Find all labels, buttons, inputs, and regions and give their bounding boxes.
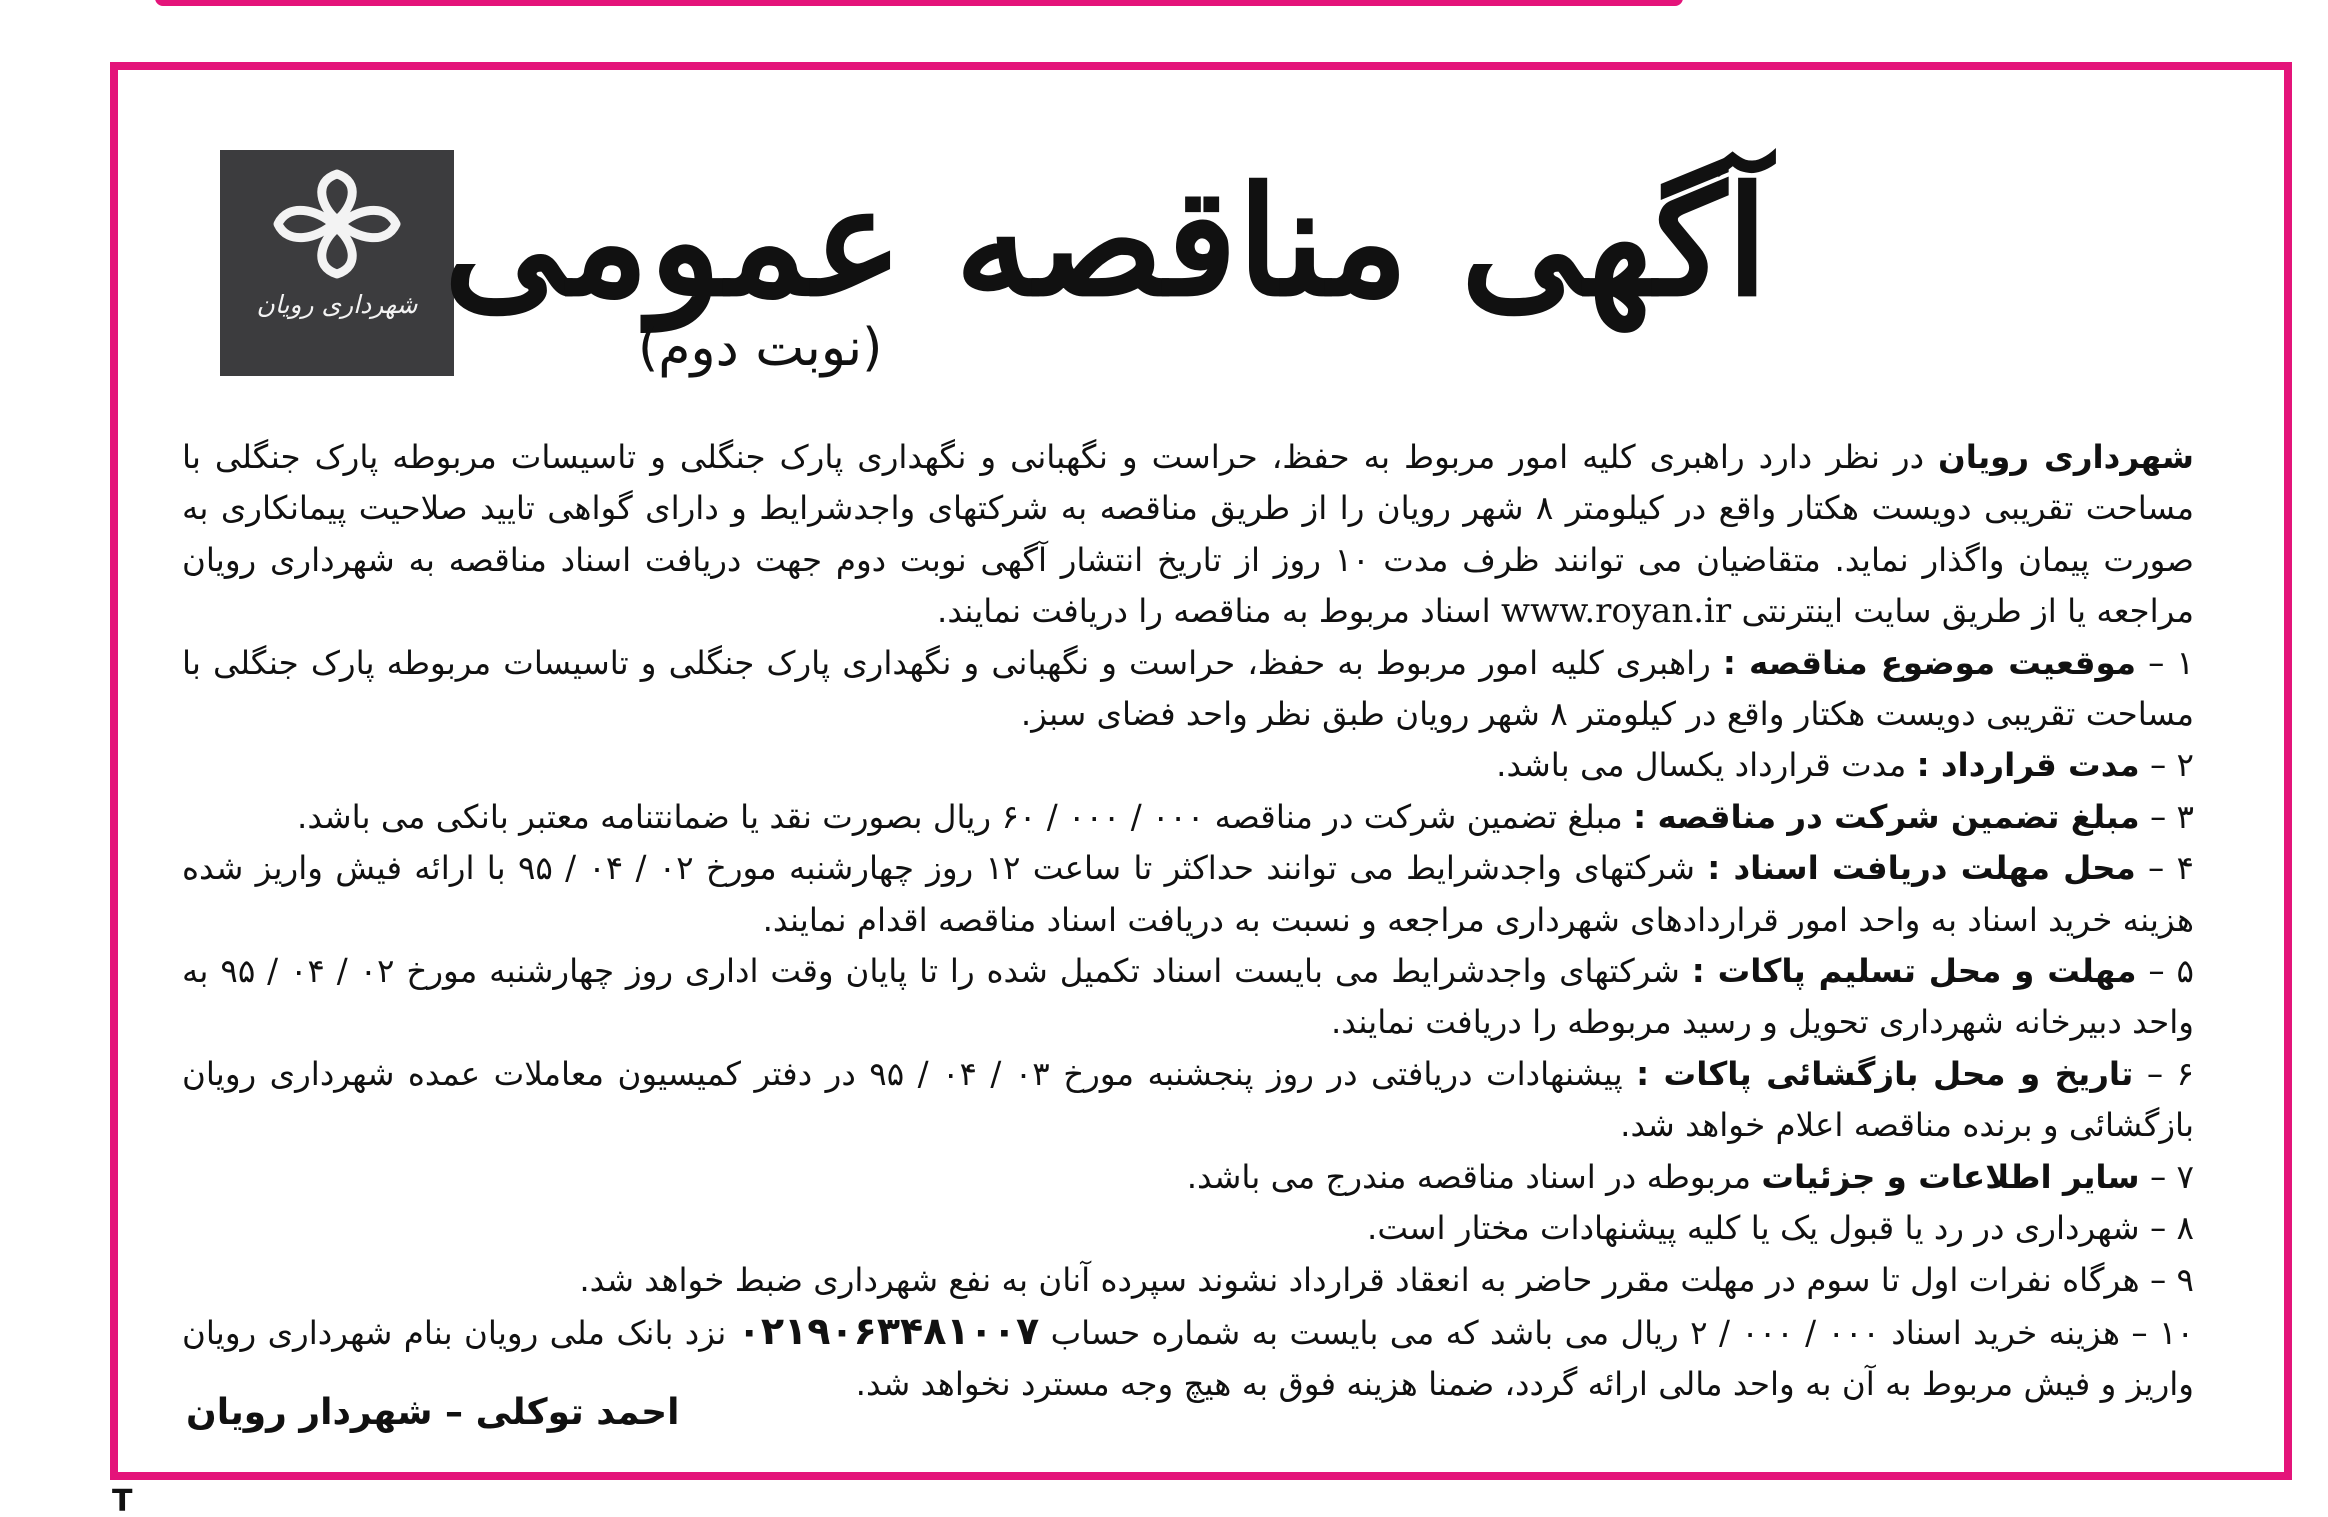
intro-text-3: اسناد مربوط به مناقصه را دریافت نمایند. <box>937 592 1502 631</box>
intro-text-2: روز از تاریخ انتشار آگهی نوبت دوم جهت دریافت اسناد مناقصه به شهرداری رویان مراجعه یا از طریق سایت اینترنتی <box>182 540 2194 631</box>
item-text: نزد بانک ملی رویان بنام شهرداری رویان واریز و فیش مربوط به آن به واحد مالی ارائه گردد، ضمنا هزینه فوق به هیچ وجه مسترد نخواهد شد. <box>182 1313 2194 1404</box>
item-text: در دفتر کمیسیون معاملات عمده شهرداری رویان بازگشائی و برنده مناقصه اعلام خواهد شد. <box>182 1054 2194 1145</box>
opening-date: ۹۵ / ۰۴ / ۰۳ <box>869 1054 1050 1093</box>
list-item <box>182 1255 2194 1306</box>
list-item <box>182 792 2194 843</box>
item-number: ۴ – <box>2148 849 2194 888</box>
item-number: ۵ – <box>2148 952 2194 991</box>
item-text: شهرداری در رد یا قبول یک یا کلیه پیشنهادات مختار است. <box>1367 1209 2140 1248</box>
deadline-date: ۹۵ / ۰۴ / ۰۲ <box>517 849 694 888</box>
item-text: به واحد دبیرخانه شهرداری تحویل و رسید مربوطه را دریافت نمایند. <box>182 952 2194 1042</box>
item-text: ریال بصورت نقد یا ضمانتنامه معتبر بانکی می باشد. <box>297 797 1002 836</box>
item-number: ۸ – <box>2149 1209 2194 1248</box>
item-title: مهلت و محل تسلیم پاکات : <box>1691 952 2137 991</box>
item-title: مدت قرارداد : <box>1916 746 2140 785</box>
item-text: پیشنهادات دریافتی در روز پنجشنبه مورخ <box>1049 1054 1637 1093</box>
list-item <box>182 946 2194 1049</box>
logo-text: شهرداری رویان <box>256 290 418 319</box>
item-text: مبلغ تضمین شرکت در مناقصه <box>1204 797 1634 836</box>
intro-text-1: در نظر دارد راهبری کلیه امور مربوط به حفظ، حراست و نگهبانی و نگهداری پارک جنگلی و تاسیسات مربوطه پارک جنگلی با مساحت تقریبی دویست هکتار واقع در کیلومتر ۸ شهر رویان را از طریق مناقصه به شرکتهای واجدشرایط و دارای گواهی تایید صلاحیت پیمانکاری به صورت پیمان واگذار نماید. متقاضیان می توانند ظرف مدت <box>182 438 2195 579</box>
list-item <box>182 638 2194 741</box>
item-number: ۷ – <box>2149 1157 2194 1196</box>
intro-org: شهرداری رویان <box>1938 438 2194 476</box>
list-item <box>182 843 2194 946</box>
list-item <box>182 1152 2194 1203</box>
item-number: ۶ – <box>2146 1054 2194 1093</box>
item-number: ۹ – <box>2149 1260 2194 1299</box>
signature: احمد توکلی – شهردار رویان <box>186 1392 680 1433</box>
item-text: روز چهارشنبه مورخ <box>693 849 986 888</box>
list-item <box>182 1049 2194 1152</box>
municipality-logo <box>220 150 454 376</box>
list-item <box>182 740 2194 791</box>
item-text: شرکتهای واجدشرایط می بایست اسناد تکمیل شده را تا پایان وقت اداری روز چهارشنبه مورخ <box>394 952 1692 991</box>
item-number: ۱ – <box>2148 643 2194 682</box>
item-text: مربوطه در اسناد مناقصه مندرج می باشد. <box>1186 1157 1762 1196</box>
item-number: ۱۰ – <box>2131 1313 2194 1352</box>
item-title: مبلغ تضمین شرکت در مناقصه : <box>1633 797 2140 836</box>
item-title: تاریخ و محل بازگشائی پاکات : <box>1636 1054 2134 1093</box>
item-text: مدت قرارداد یکسال می باشد. <box>1496 746 1917 785</box>
intro-days: ۱۰ <box>1334 540 1370 579</box>
item-number: ۳ – <box>2149 797 2194 836</box>
page-title: آگهی مناقصه عمومی <box>443 154 1768 330</box>
document-fee: ۲ / ۰۰۰ / ۰۰۰ <box>1690 1313 1880 1352</box>
list-item <box>182 1203 2194 1254</box>
item-text: هزینه خرید اسناد <box>1879 1313 2120 1352</box>
guarantee-amount: ۶۰ / ۰۰۰ / ۰۰۰ <box>1001 797 1205 836</box>
submission-date: ۹۵ / ۰۴ / ۰۲ <box>220 952 395 991</box>
item-title: محل مهلت دریافت اسناد : <box>1707 849 2136 888</box>
website-link[interactable]: www.royan.ir <box>1501 591 1732 632</box>
top-border-strip <box>155 0 1683 6</box>
item-text: با ارائه فیش واریز شده هزینه خرید اسناد به واحد امور قراردادهای شهرداری مراجعه و نسبت به دریافت اسناد مناقصه اقدام نمایند. <box>182 849 2194 939</box>
item-text: ریال می باشد که می بایست به شماره حساب <box>1039 1313 1691 1352</box>
page-subtitle: (نوبت دوم) <box>638 318 883 378</box>
page-number: T <box>112 1484 133 1517</box>
item-number: ۲ – <box>2149 746 2194 785</box>
item-title: موقعیت موضوع مناقصه : <box>1722 643 2137 682</box>
account-number: ۰۲۱۹۰۶۳۴۸۱۰۰۷ <box>737 1308 1040 1353</box>
item-text: هرگاه نفرات اول تا سوم در مهلت مقرر حاضر به انعقاد قرارداد نشوند سپرده آنان به نفع شهرداری ضبط خواهد شد. <box>579 1260 2140 1299</box>
item-title: سایر اطلاعات و جزئیات <box>1761 1157 2140 1196</box>
four-petal-flower-icon <box>262 168 412 280</box>
intro-paragraph <box>182 432 2194 638</box>
item-text: راهبری کلیه امور مربوط به حفظ، حراست و نگهبانی و نگهداری پارک جنگلی و تاسیسات مربوطه پارک جنگلی با مساحت تقریبی دویست هکتار واقع در کیلومتر ۸ شهر رویان طبق نظر واحد فضای سبز. <box>182 643 2194 734</box>
deadline-hour: ۱۲ <box>985 849 1021 888</box>
notice-body <box>182 432 2194 1411</box>
item-text: شرکتهای واجدشرایط می توانند حداکثر تا ساعت <box>1020 849 1708 888</box>
